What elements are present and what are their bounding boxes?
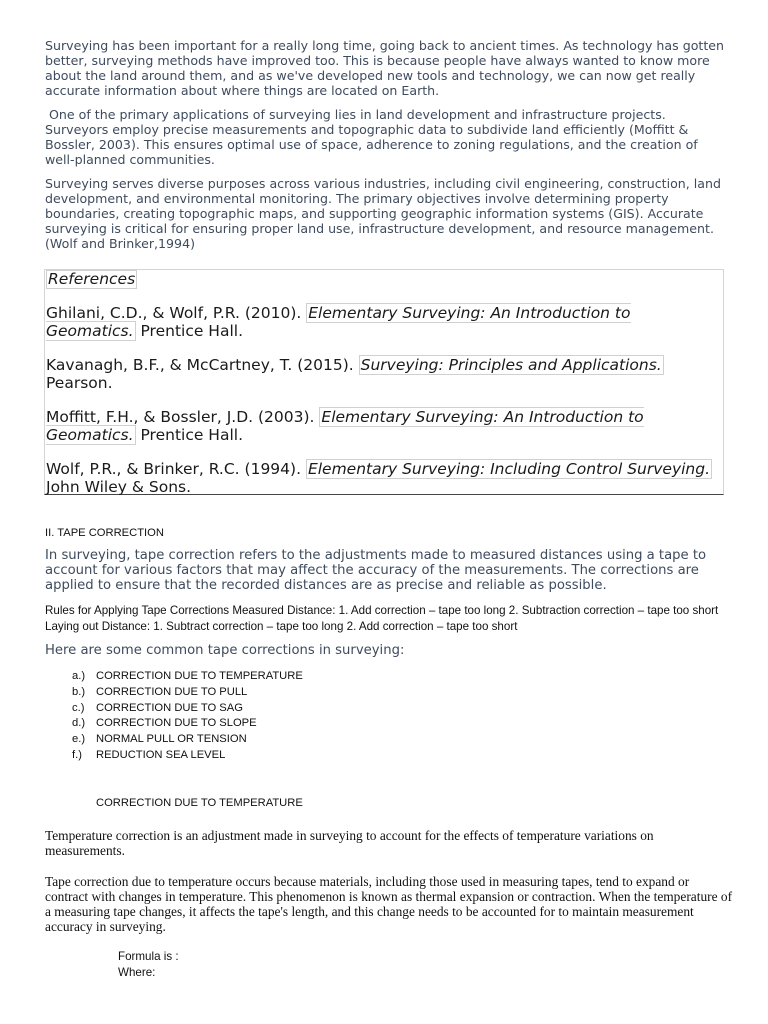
list-item-text: CORRECTION DUE TO PULL	[96, 685, 248, 698]
intro-paragraph-3: Surveying serves diverse purposes across various industries, including civil engineering, construction, land development, and environmental monitoring. The primary objectives involve determining property boundaries, creating topographic maps, and supporting geographic information systems (GIS). Accurate surveying is critical for ensuring proper land use, infrastructure development, and resource management. (Wolf and Brinker,1994)	[45, 176, 721, 251]
temperature-paragraph-1: Temperature correction is an adjustment made in surveying to account for the effects of temperature variations on measurements.	[45, 828, 654, 858]
list-item	[72, 748, 303, 764]
list-item	[72, 716, 303, 732]
reference-publisher: Pearson.	[46, 374, 113, 392]
list-marker: d.)	[72, 717, 86, 730]
where-label: Where:	[118, 966, 156, 979]
intro-paragraph-2: One of the primary applications of surveying lies in land development and infrastructure projects. Surveyors employ precise measurements and topographic data to subdivide land efficiently (Moffitt & Bossler, 2003). This ensures optimal use of space, adherence to zoning regulations, and the creation of well-planned communities.	[45, 107, 702, 167]
list-item	[72, 669, 303, 685]
list-marker: b.)	[72, 685, 86, 698]
reference-item	[46, 408, 722, 444]
reference-authors: Ghilani, C.D., & Wolf, P.R. (2010).	[46, 304, 307, 322]
list-marker: a.)	[72, 670, 86, 682]
references-title: References	[48, 270, 136, 288]
tape-correction-intro: In surveying, tape correction refers to the adjustments made to measured distances using a tape to account for various factors that may affect the accuracy of the measurements. The corrections are applied to ensure that the recorded distances are as precise and reliable as possible.	[45, 548, 707, 593]
intro-paragraph-1: Surveying has been important for a really long time, going back to ancient times. As technology has gotten better, surveying methods have improved too. This is because people have always wanted to know more about the land around them, and as we've developed new tools and technology, we can now get really accurate information about where things are located on Earth.	[45, 38, 724, 98]
list-marker: e.)	[72, 733, 86, 746]
reference-work: Elementary Surveying: An Introduction to Geomatics.	[46, 304, 631, 340]
reference-work: Elementary Surveying: An Introduction to Geomatics.	[46, 408, 644, 444]
list-item-text: REDUCTION SEA LEVEL	[96, 748, 226, 761]
list-item	[72, 701, 303, 717]
reference-publisher: John Wiley & Sons.	[46, 478, 192, 496]
tape-correction-heading: II. TAPE CORRECTION	[45, 527, 164, 539]
reference-item	[46, 460, 722, 496]
list-marker: c.)	[72, 701, 85, 714]
references-box	[44, 269, 724, 495]
reference-item	[46, 356, 722, 392]
reference-authors: Moffitt, F.H., & Bossler, J.D. (2003).	[46, 408, 320, 426]
list-item-text: NORMAL PULL OR TENSION	[96, 733, 247, 746]
temperature-paragraph-2: Tape correction due to temperature occurs because materials, including those used in measuring tapes, tend to expand or contract with changes in temperature. This phenomenon is known as thermal expansion or contraction. When the temperature of a measuring tape changes, it affects the tape's length, and this change needs to be accounted for to maintain measurement accuracy in surveying.	[45, 874, 733, 934]
reference-publisher: Prentice Hall.	[135, 426, 244, 444]
list-item-text: CORRECTION DUE TO SLOPE	[96, 717, 257, 730]
list-item-text: CORRECTION DUE TO TEMPERATURE	[96, 670, 303, 682]
corrections-list	[72, 669, 303, 764]
formula-label: Formula is :	[118, 950, 179, 963]
temperature-correction-heading: CORRECTION DUE TO TEMPERATURE	[96, 797, 303, 809]
reference-publisher: Prentice Hall.	[135, 322, 244, 340]
reference-work: Elementary Surveying: Including Control Surveying.	[307, 460, 711, 478]
tape-correction-rules: Rules for Applying Tape Corrections Measured Distance: 1. Add correction – tape too long 2. Subtraction correction – tape too short Laying out Distance: 1. Subtract correction – tape too long 2. Add correction – tape too short	[45, 604, 719, 633]
reference-item	[46, 304, 722, 340]
reference-authors: Wolf, P.R., & Brinker, R.C. (1994).	[46, 460, 306, 478]
reference-authors: Kavanagh, B.F., & McCartney, T. (2015).	[46, 356, 359, 374]
list-item-text: CORRECTION DUE TO SAG	[96, 701, 243, 714]
list-marker: f.)	[72, 748, 82, 761]
reference-work: Surveying: Principles and Applications.	[360, 356, 662, 374]
list-item	[72, 732, 303, 748]
list-item	[72, 685, 303, 701]
common-corrections-lead: Here are some common tape corrections in surveying:	[45, 643, 405, 658]
